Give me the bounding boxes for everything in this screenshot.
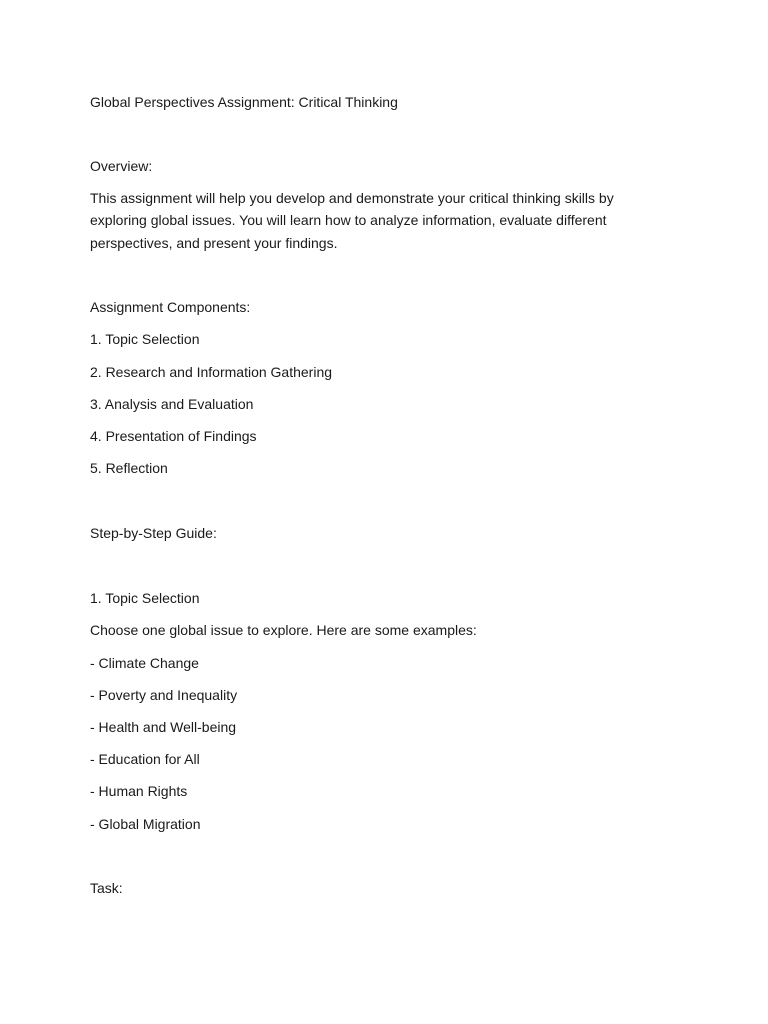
component-item: 2. Research and Information Gathering xyxy=(90,364,333,380)
example-item: - Education for All xyxy=(90,751,200,767)
component-item: 4. Presentation of Findings xyxy=(90,428,257,444)
example-item: - Climate Change xyxy=(90,655,199,671)
example-item: - Poverty and Inequality xyxy=(90,687,238,703)
example-item: - Health and Well-being xyxy=(90,719,237,735)
document-title: Global Perspectives Assignment: Critical Thinking xyxy=(90,94,398,110)
example-item: - Human Rights xyxy=(90,783,188,799)
step1-intro: Choose one global issue to explore. Here are some examples: xyxy=(90,622,477,638)
guide-heading: Step-by-Step Guide: xyxy=(90,525,217,541)
component-item: 1. Topic Selection xyxy=(90,331,200,347)
component-item: 5. Reflection xyxy=(90,460,168,476)
example-item: - Global Migration xyxy=(90,816,201,832)
component-item: 3. Analysis and Evaluation xyxy=(90,396,254,412)
overview-heading: Overview: xyxy=(90,158,153,174)
components-heading: Assignment Components: xyxy=(90,299,251,315)
overview-paragraph: This assignment will help you develop and demonstrate your critical thinking skills by exploring global issues. You will learn how to analyze information, evaluate different perspectives, and present your findings. xyxy=(90,190,614,251)
task-heading: Task: xyxy=(90,880,123,896)
step1-heading: 1. Topic Selection xyxy=(90,590,200,606)
